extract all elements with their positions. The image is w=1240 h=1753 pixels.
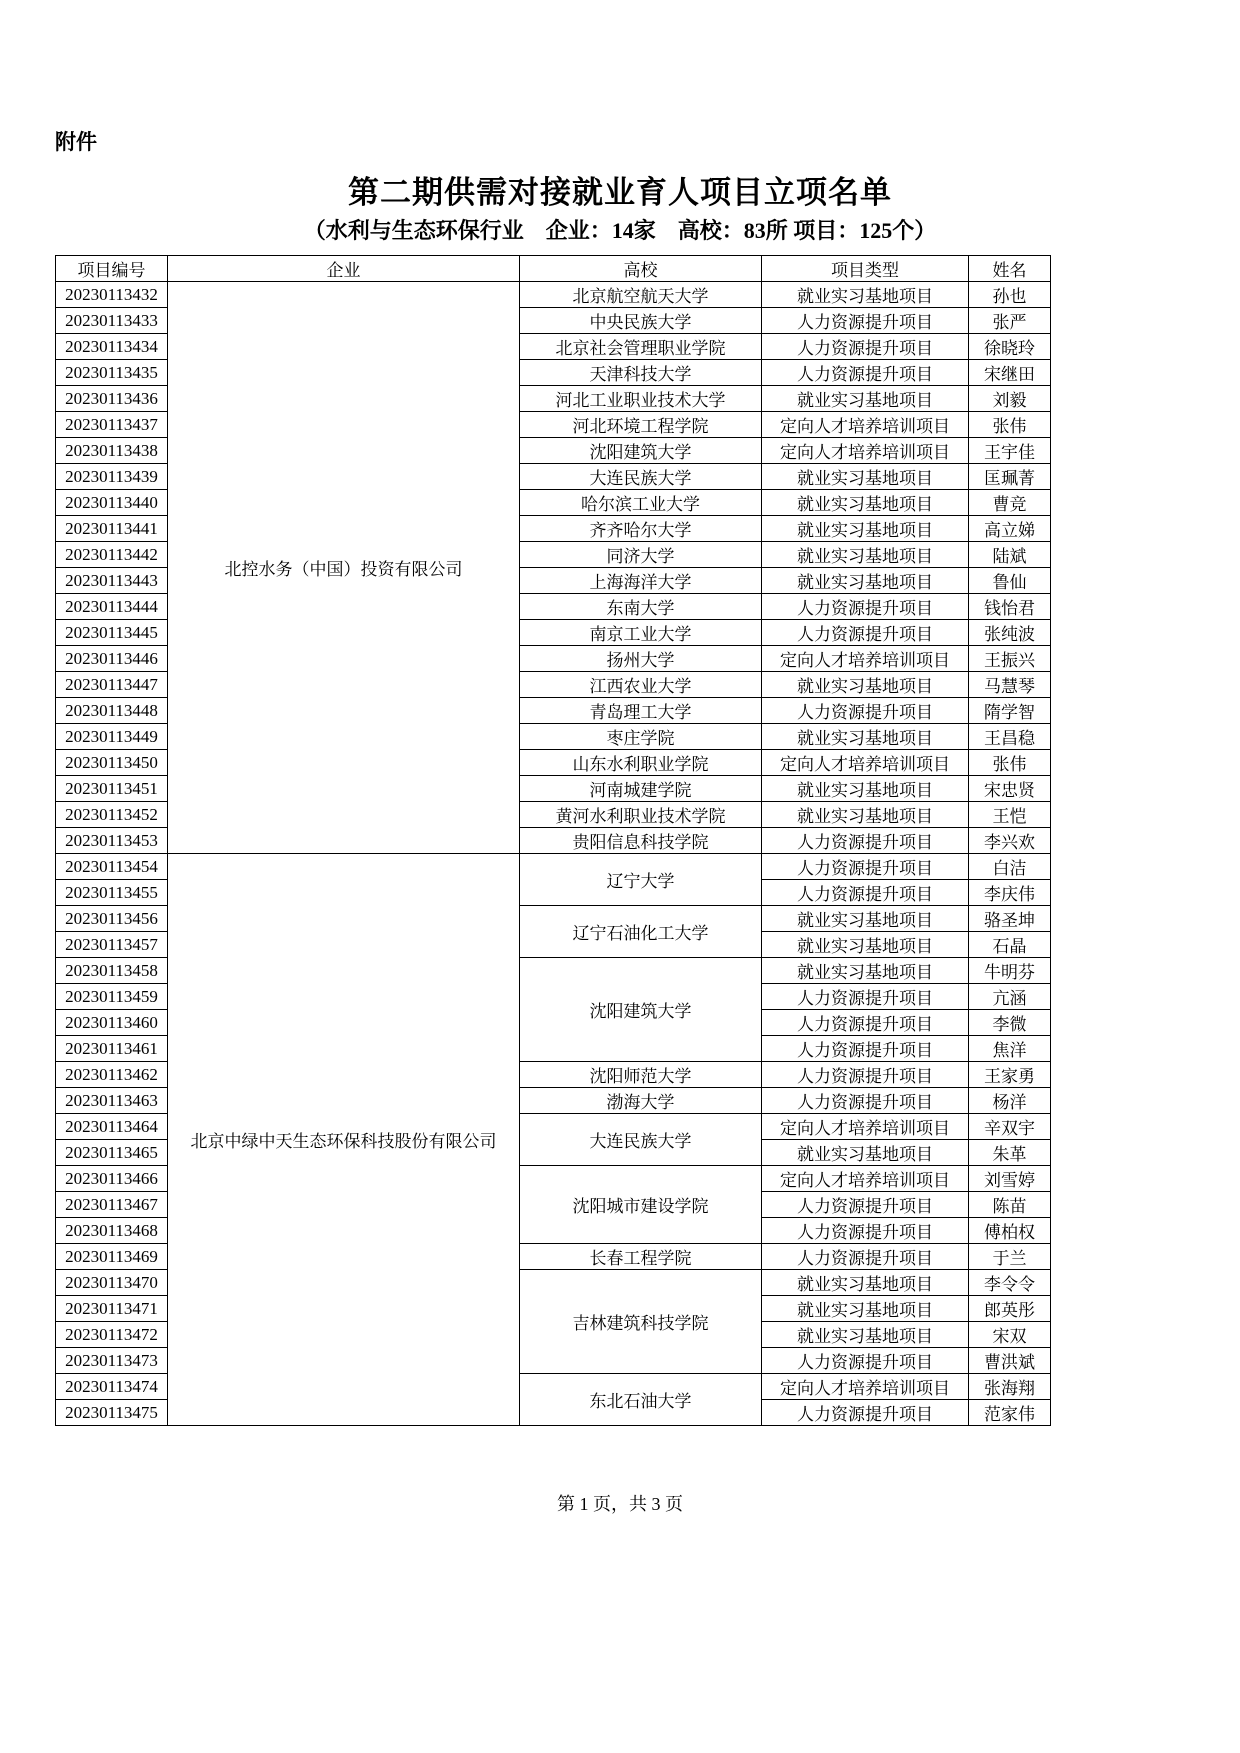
university-cell: 哈尔滨工业大学 (520, 490, 762, 516)
project-type-cell: 就业实习基地项目 (762, 724, 969, 750)
project-id-cell: 20230113441 (56, 516, 168, 542)
person-name-cell: 王宇佳 (969, 438, 1051, 464)
university-cell: 江西农业大学 (520, 672, 762, 698)
person-name-cell: 杨洋 (969, 1088, 1051, 1114)
university-cell: 沈阳城市建设学院 (520, 1166, 762, 1244)
project-id-cell: 20230113471 (56, 1296, 168, 1322)
project-id-cell: 20230113467 (56, 1192, 168, 1218)
project-type-cell: 人力资源提升项目 (762, 620, 969, 646)
project-id-cell: 20230113436 (56, 386, 168, 412)
university-cell: 同济大学 (520, 542, 762, 568)
project-id-cell: 20230113447 (56, 672, 168, 698)
project-type-cell: 人力资源提升项目 (762, 1088, 969, 1114)
person-name-cell: 孙也 (969, 282, 1051, 308)
person-name-cell: 张海翔 (969, 1374, 1051, 1400)
person-name-cell: 王振兴 (969, 646, 1051, 672)
project-id-cell: 20230113433 (56, 308, 168, 334)
university-cell: 山东水利职业学院 (520, 750, 762, 776)
university-cell: 辽宁大学 (520, 854, 762, 906)
person-name-cell: 张伟 (969, 750, 1051, 776)
university-cell: 长春工程学院 (520, 1244, 762, 1270)
project-type-cell: 就业实习基地项目 (762, 568, 969, 594)
project-type-cell: 就业实习基地项目 (762, 1140, 969, 1166)
table-row (56, 282, 1051, 308)
project-type-cell: 定向人才培养培训项目 (762, 412, 969, 438)
project-id-cell: 20230113451 (56, 776, 168, 802)
project-id-cell: 20230113445 (56, 620, 168, 646)
project-type-cell: 人力资源提升项目 (762, 308, 969, 334)
header-enterprise: 企业 (168, 256, 520, 282)
person-name-cell: 张严 (969, 308, 1051, 334)
project-id-cell: 20230113448 (56, 698, 168, 724)
project-id-cell: 20230113443 (56, 568, 168, 594)
project-type-cell: 人力资源提升项目 (762, 360, 969, 386)
person-name-cell: 陈苗 (969, 1192, 1051, 1218)
project-type-cell: 就业实习基地项目 (762, 802, 969, 828)
header-person-name: 姓名 (969, 256, 1051, 282)
university-cell: 河北工业职业技术大学 (520, 386, 762, 412)
table-row (56, 854, 1051, 880)
project-type-cell: 定向人才培养培训项目 (762, 438, 969, 464)
project-type-cell: 人力资源提升项目 (762, 828, 969, 854)
header-project-id: 项目编号 (56, 256, 168, 282)
person-name-cell: 宋双 (969, 1322, 1051, 1348)
project-id-cell: 20230113474 (56, 1374, 168, 1400)
project-type-cell: 人力资源提升项目 (762, 1218, 969, 1244)
person-name-cell: 曹洪斌 (969, 1348, 1051, 1374)
project-type-cell: 就业实习基地项目 (762, 490, 969, 516)
university-cell: 渤海大学 (520, 1088, 762, 1114)
person-name-cell: 张伟 (969, 412, 1051, 438)
person-name-cell: 马慧琴 (969, 672, 1051, 698)
project-type-cell: 人力资源提升项目 (762, 1062, 969, 1088)
project-type-cell: 就业实习基地项目 (762, 1270, 969, 1296)
table-header-row (56, 256, 1051, 282)
person-name-cell: 宋忠贤 (969, 776, 1051, 802)
person-name-cell: 郎英彤 (969, 1296, 1051, 1322)
project-type-cell: 人力资源提升项目 (762, 1036, 969, 1062)
university-cell: 枣庄学院 (520, 724, 762, 750)
project-type-cell: 定向人才培养培训项目 (762, 750, 969, 776)
university-cell: 扬州大学 (520, 646, 762, 672)
project-id-cell: 20230113463 (56, 1088, 168, 1114)
project-id-cell: 20230113464 (56, 1114, 168, 1140)
project-type-cell: 人力资源提升项目 (762, 1192, 969, 1218)
university-cell: 东南大学 (520, 594, 762, 620)
header-project-type: 项目类型 (762, 256, 969, 282)
project-type-cell: 就业实习基地项目 (762, 672, 969, 698)
project-id-cell: 20230113460 (56, 1010, 168, 1036)
project-id-cell: 20230113450 (56, 750, 168, 776)
person-name-cell: 石晶 (969, 932, 1051, 958)
project-id-cell: 20230113435 (56, 360, 168, 386)
university-cell: 沈阳建筑大学 (520, 438, 762, 464)
project-id-cell: 20230113470 (56, 1270, 168, 1296)
person-name-cell: 骆圣坤 (969, 906, 1051, 932)
person-name-cell: 白洁 (969, 854, 1051, 880)
person-name-cell: 亢涵 (969, 984, 1051, 1010)
project-type-cell: 就业实习基地项目 (762, 906, 969, 932)
person-name-cell: 李微 (969, 1010, 1051, 1036)
person-name-cell: 王家勇 (969, 1062, 1051, 1088)
project-id-cell: 20230113442 (56, 542, 168, 568)
person-name-cell: 匡珮菁 (969, 464, 1051, 490)
page-footer: 第 1 页，共 3 页 (557, 1494, 683, 1515)
project-id-cell: 20230113475 (56, 1400, 168, 1426)
project-id-cell: 20230113473 (56, 1348, 168, 1374)
project-type-cell: 人力资源提升项目 (762, 854, 969, 880)
project-id-cell: 20230113455 (56, 880, 168, 906)
university-cell: 齐齐哈尔大学 (520, 516, 762, 542)
university-cell: 青岛理工大学 (520, 698, 762, 724)
project-type-cell: 就业实习基地项目 (762, 542, 969, 568)
university-cell: 天津科技大学 (520, 360, 762, 386)
project-type-cell: 人力资源提升项目 (762, 594, 969, 620)
project-id-cell: 20230113468 (56, 1218, 168, 1244)
university-cell: 大连民族大学 (520, 1114, 762, 1166)
project-id-cell: 20230113456 (56, 906, 168, 932)
page-subtitle: （水利与生态环保行业 企业：14家 高校：83所 项目：125个） (303, 218, 937, 244)
project-type-cell: 定向人才培养培训项目 (762, 1114, 969, 1140)
project-id-cell: 20230113440 (56, 490, 168, 516)
university-cell: 沈阳师范大学 (520, 1062, 762, 1088)
university-cell: 贵阳信息科技学院 (520, 828, 762, 854)
project-table (55, 255, 1051, 1426)
university-cell: 辽宁石油化工大学 (520, 906, 762, 958)
person-name-cell: 王昌稳 (969, 724, 1051, 750)
person-name-cell: 隋学智 (969, 698, 1051, 724)
person-name-cell: 王恺 (969, 802, 1051, 828)
university-cell: 大连民族大学 (520, 464, 762, 490)
person-name-cell: 傅柏权 (969, 1218, 1051, 1244)
project-id-cell: 20230113458 (56, 958, 168, 984)
page-title: 第二期供需对接就业育人项目立项名单 (348, 175, 892, 211)
project-id-cell: 20230113452 (56, 802, 168, 828)
project-id-cell: 20230113434 (56, 334, 168, 360)
project-id-cell: 20230113454 (56, 854, 168, 880)
project-type-cell: 就业实习基地项目 (762, 958, 969, 984)
project-type-cell: 人力资源提升项目 (762, 984, 969, 1010)
project-type-cell: 人力资源提升项目 (762, 1348, 969, 1374)
university-cell: 河南城建学院 (520, 776, 762, 802)
person-name-cell: 李庆伟 (969, 880, 1051, 906)
project-type-cell: 就业实习基地项目 (762, 1296, 969, 1322)
project-type-cell: 人力资源提升项目 (762, 1244, 969, 1270)
university-cell: 沈阳建筑大学 (520, 958, 762, 1062)
project-id-cell: 20230113461 (56, 1036, 168, 1062)
header-university: 高校 (520, 256, 762, 282)
person-name-cell: 李令令 (969, 1270, 1051, 1296)
project-id-cell: 20230113439 (56, 464, 168, 490)
person-name-cell: 于兰 (969, 1244, 1051, 1270)
person-name-cell: 刘毅 (969, 386, 1051, 412)
project-id-cell: 20230113459 (56, 984, 168, 1010)
person-name-cell: 朱革 (969, 1140, 1051, 1166)
person-name-cell: 曹竞 (969, 490, 1051, 516)
person-name-cell: 李兴欢 (969, 828, 1051, 854)
project-table-body (56, 282, 1051, 1426)
person-name-cell: 范家伟 (969, 1400, 1051, 1426)
university-cell: 北京航空航天大学 (520, 282, 762, 308)
project-type-cell: 就业实习基地项目 (762, 516, 969, 542)
project-type-cell: 就业实习基地项目 (762, 932, 969, 958)
person-name-cell: 徐晓玲 (969, 334, 1051, 360)
person-name-cell: 高立娣 (969, 516, 1051, 542)
person-name-cell: 牛明芬 (969, 958, 1051, 984)
project-id-cell: 20230113472 (56, 1322, 168, 1348)
person-name-cell: 张纯波 (969, 620, 1051, 646)
project-type-cell: 人力资源提升项目 (762, 334, 969, 360)
university-cell: 东北石油大学 (520, 1374, 762, 1426)
enterprise-cell: 北京中绿中天生态环保科技股份有限公司 (168, 854, 520, 1426)
university-cell: 河北环境工程学院 (520, 412, 762, 438)
project-type-cell: 定向人才培养培训项目 (762, 646, 969, 672)
project-type-cell: 就业实习基地项目 (762, 464, 969, 490)
university-cell: 北京社会管理职业学院 (520, 334, 762, 360)
enterprise-cell: 北控水务（中国）投资有限公司 (168, 282, 520, 854)
university-cell: 黄河水利职业技术学院 (520, 802, 762, 828)
person-name-cell: 钱怡君 (969, 594, 1051, 620)
person-name-cell: 宋继田 (969, 360, 1051, 386)
person-name-cell: 鲁仙 (969, 568, 1051, 594)
person-name-cell: 陆斌 (969, 542, 1051, 568)
project-type-cell: 就业实习基地项目 (762, 776, 969, 802)
project-id-cell: 20230113444 (56, 594, 168, 620)
project-id-cell: 20230113446 (56, 646, 168, 672)
project-id-cell: 20230113465 (56, 1140, 168, 1166)
project-type-cell: 定向人才培养培训项目 (762, 1166, 969, 1192)
project-type-cell: 就业实习基地项目 (762, 1322, 969, 1348)
project-type-cell: 人力资源提升项目 (762, 880, 969, 906)
university-cell: 上海海洋大学 (520, 568, 762, 594)
person-name-cell: 焦洋 (969, 1036, 1051, 1062)
project-type-cell: 人力资源提升项目 (762, 698, 969, 724)
project-id-cell: 20230113437 (56, 412, 168, 438)
university-cell: 南京工业大学 (520, 620, 762, 646)
project-id-cell: 20230113469 (56, 1244, 168, 1270)
project-type-cell: 就业实习基地项目 (762, 386, 969, 412)
project-type-cell: 人力资源提升项目 (762, 1400, 969, 1426)
project-id-cell: 20230113438 (56, 438, 168, 464)
project-id-cell: 20230113432 (56, 282, 168, 308)
university-cell: 吉林建筑科技学院 (520, 1270, 762, 1374)
project-type-cell: 定向人才培养培训项目 (762, 1374, 969, 1400)
university-cell: 中央民族大学 (520, 308, 762, 334)
project-id-cell: 20230113453 (56, 828, 168, 854)
project-id-cell: 20230113466 (56, 1166, 168, 1192)
project-type-cell: 人力资源提升项目 (762, 1010, 969, 1036)
attachment-label: 附件 (55, 131, 97, 154)
project-id-cell: 20230113457 (56, 932, 168, 958)
person-name-cell: 辛双宇 (969, 1114, 1051, 1140)
project-type-cell: 就业实习基地项目 (762, 282, 969, 308)
project-id-cell: 20230113462 (56, 1062, 168, 1088)
project-id-cell: 20230113449 (56, 724, 168, 750)
person-name-cell: 刘雪婷 (969, 1166, 1051, 1192)
